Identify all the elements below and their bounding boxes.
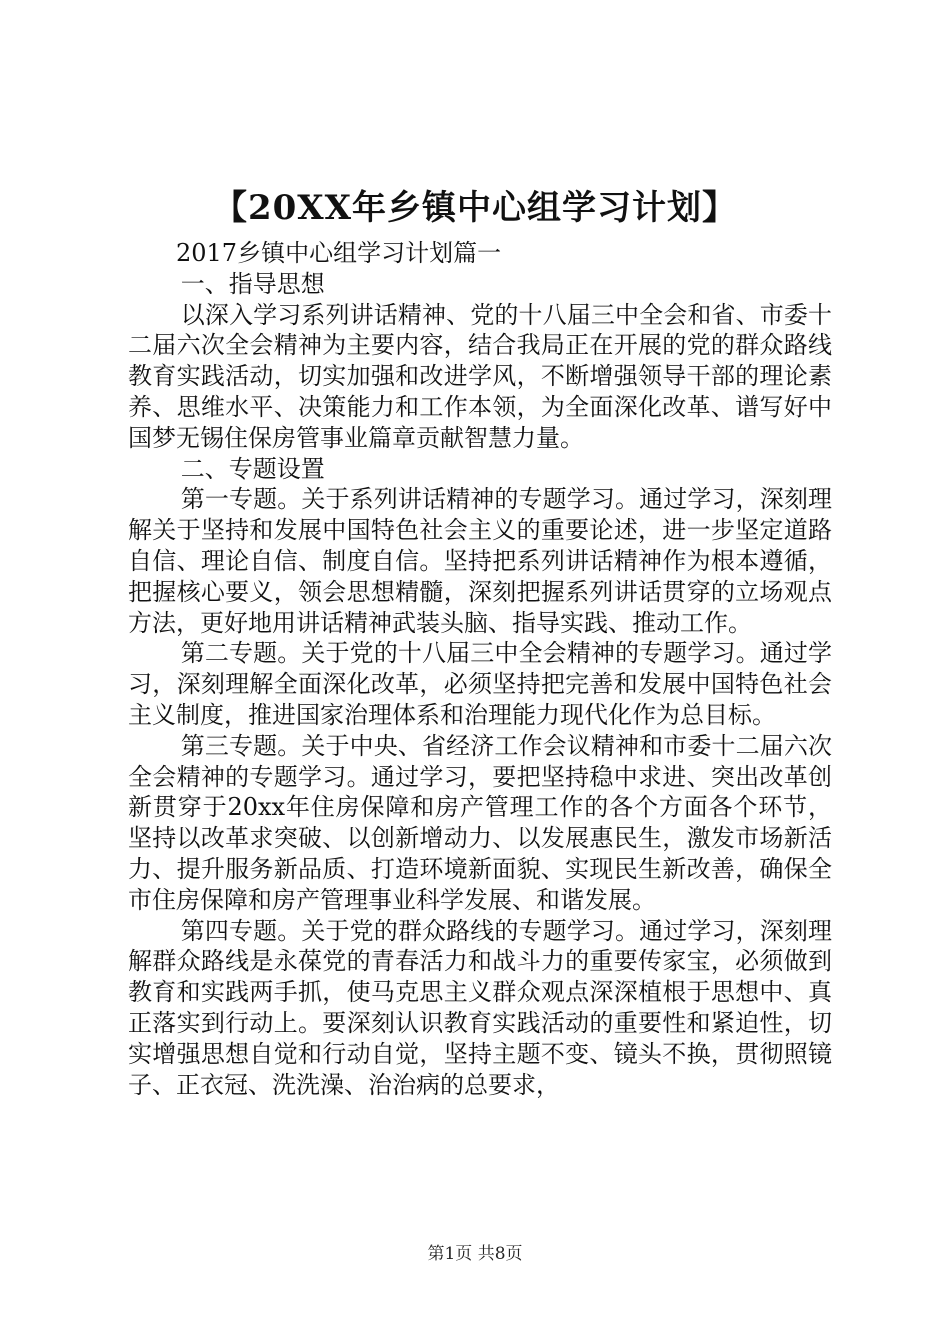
section-heading-topic-settings: 二、专题设置 [180,454,325,483]
document-subtitle: 2017乡镇中心组学习计划篇一 [176,239,502,267]
paragraph-guiding-ideology: 以深入学习系列讲话精神、党的十八届三中全会和省、市委十二届六次全会精神为主要内容，结合我局正在开展的党的群众路线教育实践活动，切实加强和改进学风，不断增强领导干部的理论素养、思维水平、决策能力和工作本领，为全面深化改革、谱写好中国梦无锡住保房管事业篇章贡献智慧力量。 [128,300,832,452]
page-number-footer: 第1页 共8页 [427,1244,523,1264]
document-title: 【20XX年乡镇中心组学习计划】 [212,188,738,228]
paragraph-topic-four: 第四专题。关于党的群众路线的专题学习。通过学习，深刻理解群众路线是永葆党的青春活力和战斗力的重要传家宝，必须做到教育和实践两手抓，使马克思主义群众观点深深植根于思想中、真正落实到行动上。要深刻认识教育实践活动的重要性和紧迫性，切实增强思想自觉和行动自觉，坚持主题不变、镜头不换，贯彻照镜子、正衣冠、洗洗澡、治治病的总要求， [128,916,832,1099]
paragraph-topic-three: 第三专题。关于中央、省经济工作会议精神和市委十二届六次全会精神的专题学习。通过学习，要把坚持稳中求进、突出改革创新贯穿于20xx年住房保障和房产管理工作的各个方面各个环节，坚持以改革求突破、以创新增动力、以发展惠民生，激发市场新活力、提升服务新品质、打造环境新面貌、实现民生新改善，确保全市住房保障和房产管理事业科学发展、和谐发展。 [128,731,832,914]
paragraph-topic-one: 第一专题。关于系列讲话精神的专题学习。通过学习，深刻理解关于坚持和发展中国特色社会主义的重要论述，进一步坚定道路自信、理论自信、制度自信。坚持把系列讲话精神作为根本遵循，把握核心要义，领会思想精髓，深刻把握系列讲话贯穿的立场观点方法，更好地用讲话精神武装头脑、指导实践、推动工作。 [128,485,832,637]
paragraph-topic-two: 第二专题。关于党的十八届三中全会精神的专题学习。通过学习，深刻理解全面深化改革，必须坚持把完善和发展中国特色社会主义制度，推进国家治理体系和治理能力现代化作为总目标。 [128,639,832,729]
document-body [128,238,832,1100]
section-heading-guiding-ideology: 一、指导思想 [180,269,325,298]
